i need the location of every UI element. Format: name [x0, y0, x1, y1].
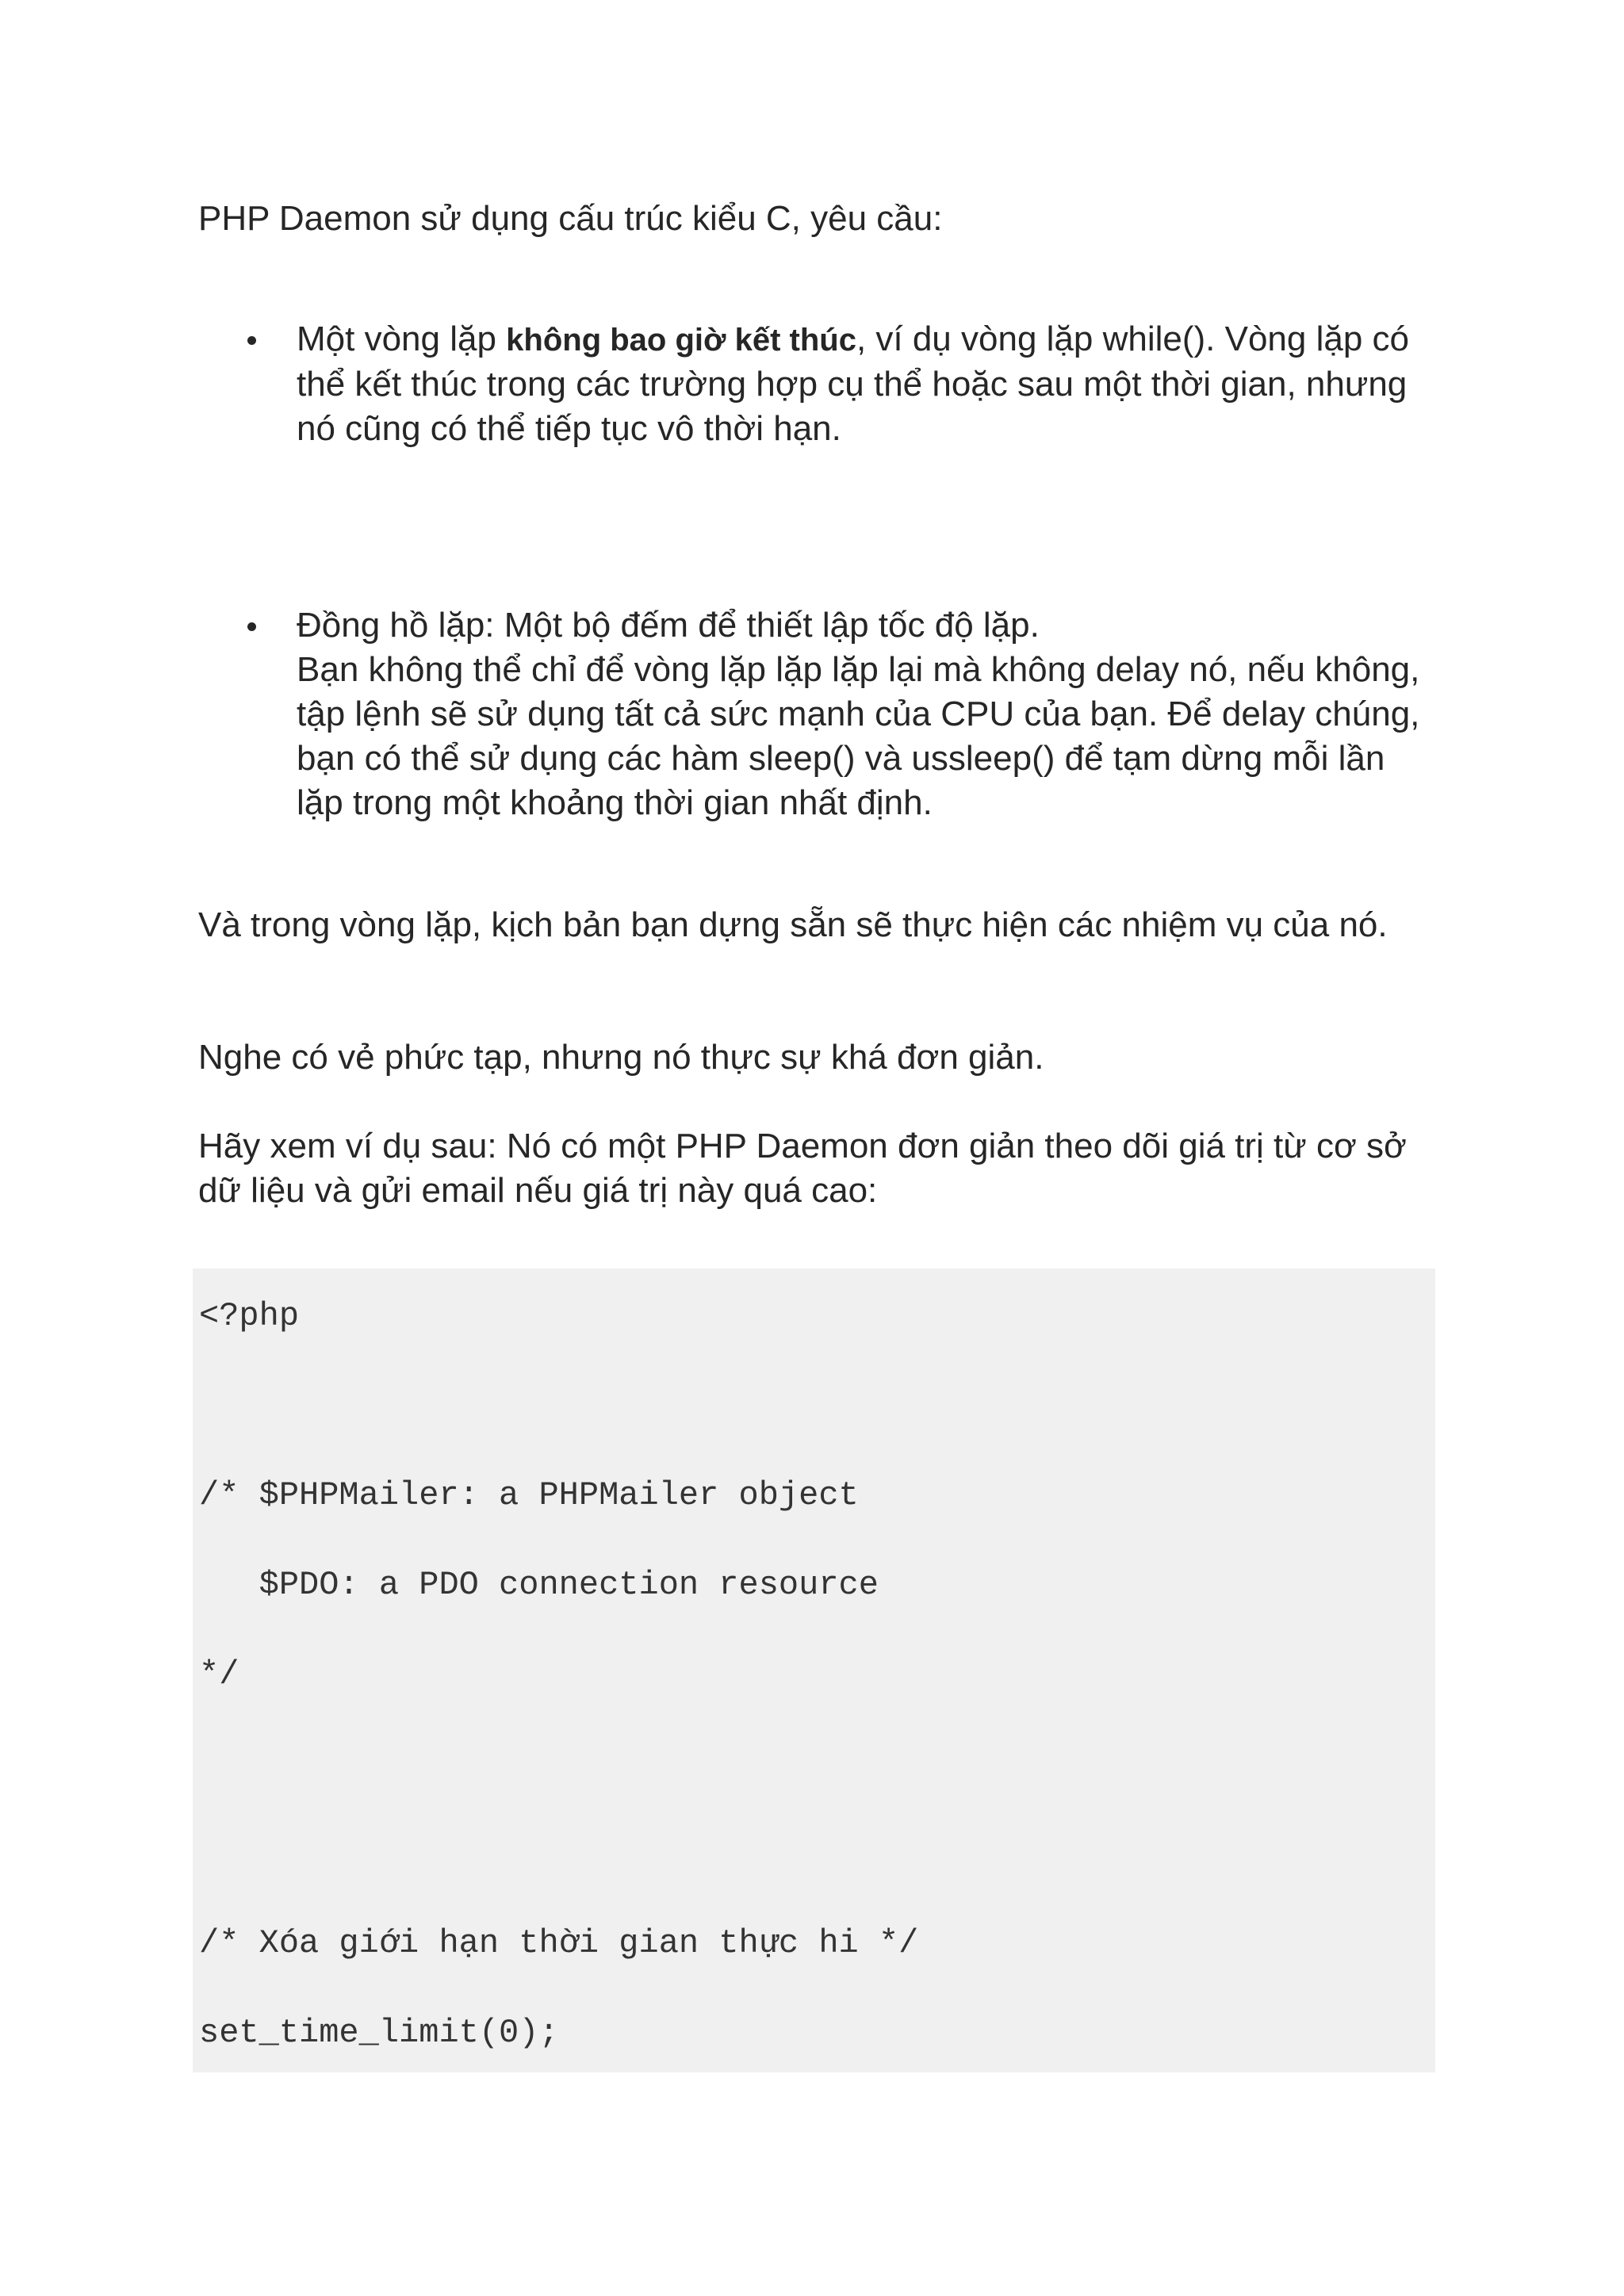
bullet-prefix: Một vòng lặp	[297, 320, 507, 358]
bullet-text	[297, 603, 1438, 825]
bullet-suffix: , ví dụ vòng lặp while(). Vòng lặp có thể kết thúc trong các trường hợp cụ thể hoặc sau một thời gian, nhưng nó cũng có thể tiếp tục vô thời hạn.	[297, 320, 1409, 448]
loop-paragraph: Và trong vòng lặp, kịch bản bạn dựng sẵn sẽ thực hiện các nhiệm vụ của nó.	[198, 905, 1388, 944]
intro-paragraph: PHP Daemon sử dụng cấu trúc kiểu C, yêu cầu:	[198, 199, 943, 238]
code-line-comment-end: */	[199, 1655, 239, 1693]
example-paragraph: Hãy xem ví dụ sau: Nó có một PHP Daemon đơn giản theo dõi giá trị từ cơ sở dữ liệu và gửi email nếu giá trị này quá cao:	[198, 1127, 1407, 1210]
bullet-dot	[247, 336, 256, 345]
bullet-rest: Bạn không thể chỉ để vòng lặp lặp lặp lại mà không delay nó, nếu không, tập lệnh sẽ sử dụng tất cả sức mạnh của CPU của bạn. Để delay chúng, bạn có thể sử dụng các hàm sleep() và ussleep() để tạm dừng mỗi lần lặp trong một khoảng thời gian nhất định.	[297, 650, 1420, 822]
code-line-comment-pdo: $PDO: a PDO connection resource	[199, 1566, 879, 1604]
bullet-dot	[247, 622, 256, 631]
code-line-set-limit: set_time_limit(0);	[199, 2014, 559, 2052]
complexity-paragraph: Nghe có vẻ phức tạp, nhưng nó thực sự khá đơn giản.	[198, 1038, 1044, 1077]
code-line-comment-mailer: /* $PHPMailer: a PHPMailer object	[199, 1476, 859, 1514]
code-line-open-tag: <?php	[199, 1297, 300, 1335]
code-line-comment-limit: /* Xóa giới hạn thời gian thực hi */	[199, 1924, 919, 1962]
code-block	[193, 1269, 1435, 2072]
bullet-text	[297, 317, 1438, 451]
bullet-line1: Đồng hồ lặp: Một bộ đếm để thiết lập tốc độ lặp.	[297, 606, 1040, 645]
bullet-emphasis: không bao giờ kết thúc	[506, 323, 856, 358]
